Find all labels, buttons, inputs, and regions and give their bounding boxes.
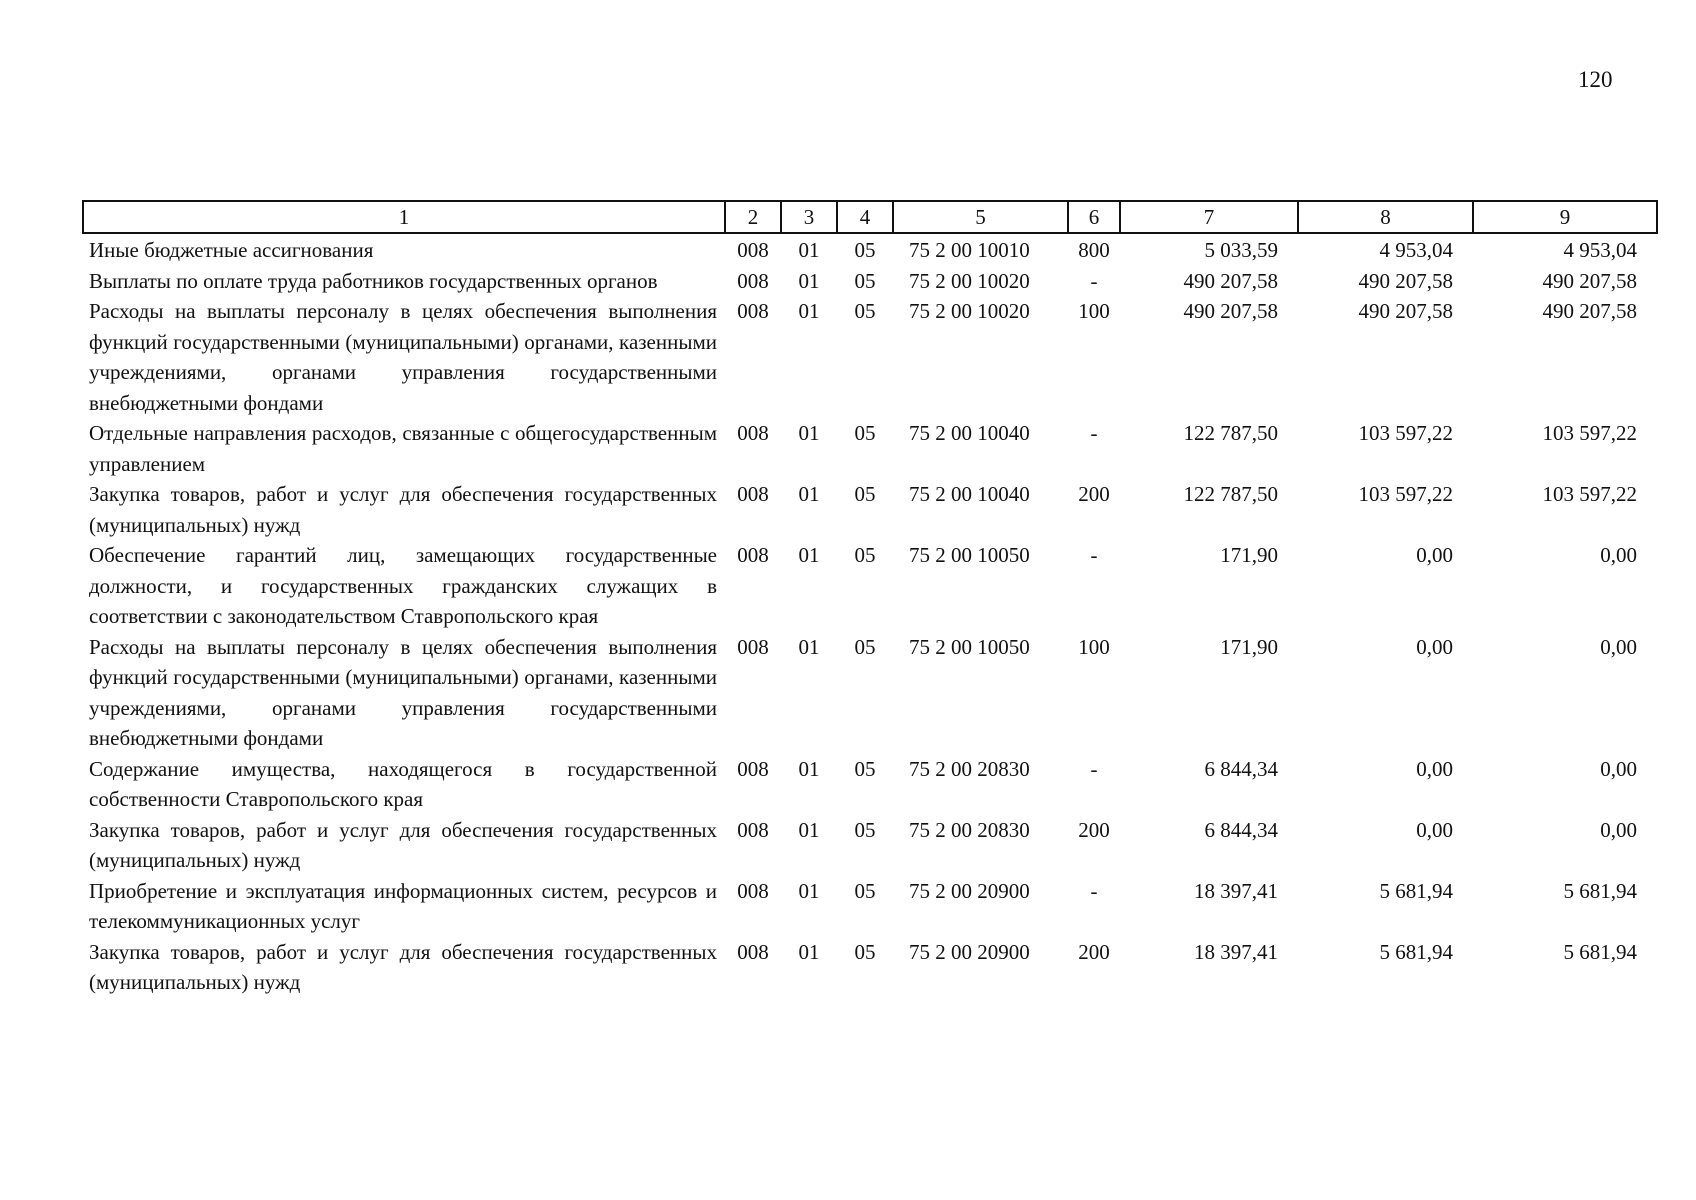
row-amount-8: 103 597,22 (1358, 482, 1453, 506)
row-amount-9: 0,00 (1600, 756, 1637, 781)
header-col-3: 3 (781, 201, 837, 233)
budget-table (82, 200, 1658, 998)
row-amount-7: 5 033,59 (1204, 238, 1278, 262)
row-target-code: 75 2 00 10020 (909, 299, 1030, 323)
header-col-1: 1 (83, 201, 725, 233)
row-expense-type: - (1090, 878, 1098, 903)
row-section-code: 01 (798, 634, 820, 659)
page-number: 120 (1578, 67, 1613, 92)
row-amount-7: 122 787,50 (1183, 482, 1278, 506)
row-subsection-code: 05 (854, 939, 876, 964)
row-name: Приобретение и эксплуатация информационных систем, ресурсов и телекоммуникационных услуг (89, 878, 717, 933)
table-row (83, 815, 1657, 876)
row-amount-7: 171,90 (1220, 634, 1278, 659)
row-subsection-code: 05 (854, 634, 876, 659)
row-amount-7: 490 207,58 (1183, 268, 1278, 293)
table-row (83, 632, 1657, 754)
row-ministry-code: 008 (737, 543, 769, 567)
table-header (83, 201, 1657, 233)
table-row (83, 937, 1657, 998)
row-expense-type: 100 (1078, 299, 1110, 323)
row-amount-8: 490 207,58 (1358, 299, 1453, 323)
row-ministry-code: 008 (737, 238, 769, 262)
row-section-code: 01 (798, 756, 820, 781)
row-amount-7: 6 844,34 (1204, 817, 1278, 842)
header-col-2: 2 (725, 201, 781, 233)
row-name: Отдельные направления расходов, связанные с общегосударственным управлением (89, 421, 717, 476)
table-row (83, 233, 1657, 266)
row-expense-type: 200 (1078, 817, 1110, 842)
row-amount-8: 0,00 (1416, 634, 1453, 659)
row-ministry-code: 008 (737, 634, 769, 659)
row-section-code: 01 (798, 299, 820, 323)
row-amount-8: 490 207,58 (1358, 268, 1453, 293)
row-subsection-code: 05 (854, 299, 876, 323)
row-name: Выплаты по оплате труда работников государственных органов (89, 268, 658, 293)
row-section-code: 01 (798, 543, 820, 567)
row-amount-9: 4 953,04 (1563, 238, 1637, 262)
row-subsection-code: 05 (854, 817, 876, 842)
row-subsection-code: 05 (854, 421, 876, 445)
header-col-5: 5 (893, 201, 1068, 233)
row-target-code: 75 2 00 10010 (909, 238, 1030, 262)
row-ministry-code: 008 (737, 299, 769, 323)
row-ministry-code: 008 (737, 878, 769, 903)
row-amount-7: 122 787,50 (1183, 421, 1278, 445)
header-col-9: 9 (1473, 201, 1657, 233)
row-target-code: 75 2 00 10020 (909, 268, 1030, 293)
table-row (83, 418, 1657, 479)
row-ministry-code: 008 (737, 268, 769, 293)
row-name: Расходы на выплаты персоналу в целях обеспечения выполнения функций государственными (муниципальными) органами, казенными учреждениями, органами управления государственными внебюджетными фондами (89, 299, 717, 415)
row-amount-9: 5 681,94 (1563, 939, 1637, 964)
row-amount-8: 4 953,04 (1379, 238, 1453, 262)
row-section-code: 01 (798, 878, 820, 903)
row-expense-type: - (1090, 268, 1098, 293)
row-amount-7: 171,90 (1220, 543, 1278, 567)
row-target-code: 75 2 00 20830 (909, 817, 1030, 842)
table-row (83, 266, 1657, 297)
row-amount-9: 0,00 (1600, 817, 1637, 842)
header-col-7: 7 (1120, 201, 1298, 233)
row-subsection-code: 05 (854, 268, 876, 293)
row-amount-9: 490 207,58 (1542, 299, 1637, 323)
row-amount-7: 6 844,34 (1204, 756, 1278, 781)
row-subsection-code: 05 (854, 878, 876, 903)
row-amount-9: 0,00 (1600, 543, 1637, 567)
row-expense-type: 200 (1078, 482, 1110, 506)
row-name: Закупка товаров, работ и услуг для обеспечения государственных (муниципальных) нужд (89, 939, 717, 994)
row-subsection-code: 05 (854, 482, 876, 506)
row-section-code: 01 (798, 817, 820, 842)
row-expense-type: 200 (1078, 939, 1110, 964)
row-target-code: 75 2 00 20900 (909, 939, 1030, 964)
row-amount-8: 5 681,94 (1379, 878, 1453, 903)
row-target-code: 75 2 00 10040 (909, 421, 1030, 445)
header-row (83, 201, 1657, 233)
header-col-6: 6 (1068, 201, 1120, 233)
row-amount-9: 5 681,94 (1563, 878, 1637, 903)
row-ministry-code: 008 (737, 421, 769, 445)
row-amount-8: 0,00 (1416, 756, 1453, 781)
row-section-code: 01 (798, 238, 820, 262)
row-name: Закупка товаров, работ и услуг для обеспечения государственных (муниципальных) нужд (89, 817, 717, 872)
row-amount-9: 103 597,22 (1542, 482, 1637, 506)
row-amount-8: 0,00 (1416, 817, 1453, 842)
row-ministry-code: 008 (737, 817, 769, 842)
row-amount-9: 103 597,22 (1542, 421, 1637, 445)
row-amount-7: 18 397,41 (1194, 939, 1278, 964)
row-ministry-code: 008 (737, 939, 769, 964)
row-section-code: 01 (798, 482, 820, 506)
row-amount-7: 18 397,41 (1194, 878, 1278, 903)
row-amount-8: 0,00 (1416, 543, 1453, 567)
row-expense-type: 100 (1078, 634, 1110, 659)
row-target-code: 75 2 00 10040 (909, 482, 1030, 506)
row-expense-type: - (1090, 543, 1098, 567)
row-name: Закупка товаров, работ и услуг для обеспечения государственных (муниципальных) нужд (89, 482, 717, 537)
row-expense-type: - (1090, 421, 1098, 445)
table-row (83, 479, 1657, 540)
row-amount-7: 490 207,58 (1183, 299, 1278, 323)
table-row (83, 876, 1657, 937)
row-subsection-code: 05 (854, 756, 876, 781)
row-amount-8: 5 681,94 (1379, 939, 1453, 964)
row-name: Обеспечение гарантий лиц, замещающих государственные должности, и государственных гражданских служащих в соответствии с законодательством Ставропольского края (89, 543, 717, 628)
table-row (83, 754, 1657, 815)
row-expense-type: 800 (1078, 238, 1110, 262)
row-target-code: 75 2 00 20830 (909, 756, 1030, 781)
row-ministry-code: 008 (737, 756, 769, 781)
row-amount-9: 0,00 (1600, 634, 1637, 659)
row-target-code: 75 2 00 20900 (909, 878, 1030, 903)
table-body (83, 233, 1657, 998)
header-col-4: 4 (837, 201, 893, 233)
row-target-code: 75 2 00 10050 (909, 543, 1030, 567)
row-name: Расходы на выплаты персоналу в целях обеспечения выполнения функций государственными (муниципальными) органами, казенными учреждениями, органами управления государственными внебюджетными фондами (89, 634, 717, 750)
row-ministry-code: 008 (737, 482, 769, 506)
row-target-code: 75 2 00 10050 (909, 634, 1030, 659)
row-amount-8: 103 597,22 (1358, 421, 1453, 445)
row-section-code: 01 (798, 421, 820, 445)
row-section-code: 01 (798, 939, 820, 964)
row-amount-9: 490 207,58 (1542, 268, 1637, 293)
row-expense-type: - (1090, 756, 1098, 781)
table-row (83, 296, 1657, 418)
row-name: Содержание имущества, находящегося в государственной собственности Ставропольского края (89, 756, 717, 811)
table-row (83, 540, 1657, 632)
row-subsection-code: 05 (854, 238, 876, 262)
row-section-code: 01 (798, 268, 820, 293)
row-name: Иные бюджетные ассигнования (89, 238, 374, 262)
header-col-8: 8 (1298, 201, 1473, 233)
row-subsection-code: 05 (854, 543, 876, 567)
